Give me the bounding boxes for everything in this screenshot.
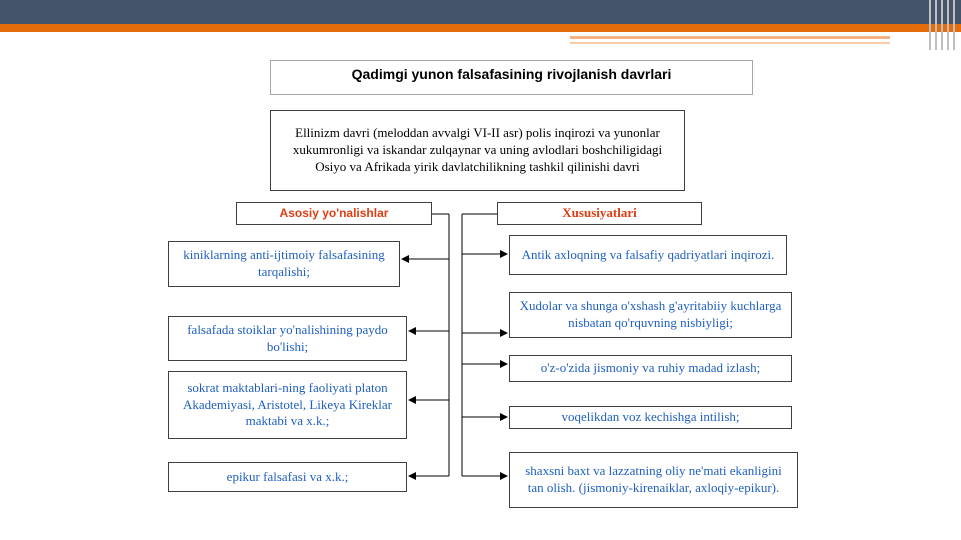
right-header: Xususiyatlari	[497, 202, 702, 225]
left-header: Asosiy yo'nalishlar	[236, 202, 432, 225]
left-item: sokrat maktablari-ning faoliyati platon Akademiyasi, Aristotel, Likeya Kireklar maktabi va x.k.;	[168, 371, 407, 439]
right-item: Xudolar va shunga o'xshash g'ayritabiiy kuchlarga nisbatan qo'rquvning nisbiyligi;	[509, 292, 792, 338]
intro-box: Ellinizm davri (meloddan avvalgi VI-II asr) polis inqirozi va yunonlar xukumronligi va iskandar zulqaynar va uning avlodlari boshchiligidagi Osiyo va Afrikada yirik davlatchilikning tashkil qilinishi davri	[270, 110, 685, 191]
right-item: shaxsni baxt va lazzatning oliy ne'mati ekanligini tan olish. (jismoniy-kirenaiklar, axloqiy-epikur).	[509, 452, 798, 508]
left-item: kiniklarning anti-ijtimoiy falsafasining tarqalishi;	[168, 241, 400, 287]
diagram-title: Qadimgi yunon falsafasining rivojlanish davrlari	[270, 60, 753, 95]
left-item: epikur falsafasi va x.k.;	[168, 462, 407, 492]
right-item: voqelikdan voz kechishga intilish;	[509, 406, 792, 429]
right-item: Antik axloqning va falsafiy qadriyatlari inqirozi.	[509, 235, 787, 275]
left-item: falsafada stoiklar yo'nalishining paydo bo'lishi;	[168, 316, 407, 361]
right-item: o'z-o'zida jismoniy va ruhiy madad izlash;	[509, 355, 792, 382]
